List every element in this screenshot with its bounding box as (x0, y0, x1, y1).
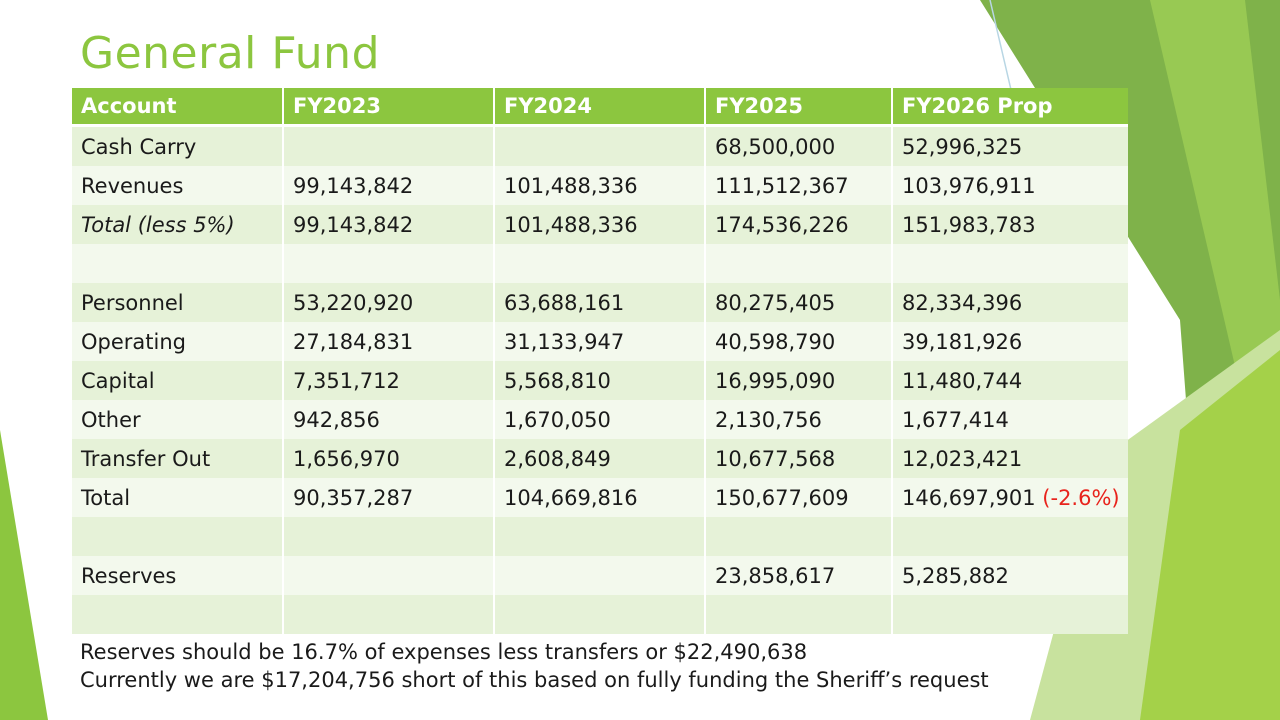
cell-fy2024 (494, 556, 705, 595)
cell-fy2024: 5,568,810 (494, 361, 705, 400)
cell-account (72, 595, 283, 634)
cell-fy2024 (494, 126, 705, 167)
cell-fy2025: 174,536,226 (705, 205, 892, 244)
table-row-personnel (72, 283, 1128, 322)
table-row-blank (72, 595, 1128, 634)
table-row-total (72, 478, 1128, 517)
cell-fy2026: 52,996,325 (892, 126, 1128, 167)
table-row-other (72, 400, 1128, 439)
cell-account: Other (72, 400, 283, 439)
cell-account: Transfer Out (72, 439, 283, 478)
cell-fy2023 (283, 244, 494, 283)
cell-fy2025: 23,858,617 (705, 556, 892, 595)
table-row-blank (72, 244, 1128, 283)
reserves-note-line-1: Reserves should be 16.7% of expenses less transfers or $22,490,638 (80, 640, 808, 664)
general-fund-table (72, 88, 1128, 634)
cell-account: Total (72, 478, 283, 517)
cell-fy2025: 150,677,609 (705, 478, 892, 517)
reserves-notes (80, 638, 989, 694)
cell-fy2026: 151,983,783 (892, 205, 1128, 244)
cell-fy2026: 12,023,421 (892, 439, 1128, 478)
cell-fy2023: 99,143,842 (283, 205, 494, 244)
cell-fy2024: 101,488,336 (494, 205, 705, 244)
cell-fy2024 (494, 244, 705, 283)
cell-fy2023: 942,856 (283, 400, 494, 439)
header-account: Account (72, 88, 283, 126)
cell-account: Revenues (72, 166, 283, 205)
cell-fy2024: 63,688,161 (494, 283, 705, 322)
cell-fy2024: 1,670,050 (494, 400, 705, 439)
cell-fy2025: 40,598,790 (705, 322, 892, 361)
cell-fy2025: 2,130,756 (705, 400, 892, 439)
cell-fy2023 (283, 595, 494, 634)
header-fy2023: FY2023 (283, 88, 494, 126)
table-row-revenues (72, 166, 1128, 205)
cell-account (72, 517, 283, 556)
cell-fy2026: 82,334,396 (892, 283, 1128, 322)
cell-fy2026: 103,976,911 (892, 166, 1128, 205)
cell-account: Personnel (72, 283, 283, 322)
cell-fy2023 (283, 126, 494, 167)
cell-fy2023: 53,220,920 (283, 283, 494, 322)
cell-fy2024: 2,608,849 (494, 439, 705, 478)
cell-account: Total (less 5%) (72, 205, 283, 244)
table-header-row (72, 88, 1128, 126)
cell-account: Reserves (72, 556, 283, 595)
percent-change-badge: (-2.6%) (1042, 485, 1120, 510)
table-row-reserves (72, 556, 1128, 595)
cell-fy2025 (705, 517, 892, 556)
cell-fy2026-value: 146,697,901 (902, 485, 1036, 510)
cell-fy2023: 90,357,287 (283, 478, 494, 517)
cell-fy2025: 80,275,405 (705, 283, 892, 322)
cell-fy2026: 39,181,926 (892, 322, 1128, 361)
cell-fy2025: 68,500,000 (705, 126, 892, 167)
cell-fy2026: 11,480,744 (892, 361, 1128, 400)
table-row-total-less-5 (72, 205, 1128, 244)
table-row-cash-carry (72, 126, 1128, 167)
slide-title: General Fund (80, 28, 380, 79)
cell-fy2026: 1,677,414 (892, 400, 1128, 439)
cell-account: Operating (72, 322, 283, 361)
table-row-blank (72, 517, 1128, 556)
cell-fy2023: 99,143,842 (283, 166, 494, 205)
header-fy2026-prop: FY2026 Prop (892, 88, 1128, 126)
header-fy2024: FY2024 (494, 88, 705, 126)
table-row-operating (72, 322, 1128, 361)
header-fy2025: FY2025 (705, 88, 892, 126)
cell-account: Capital (72, 361, 283, 400)
cell-fy2025 (705, 244, 892, 283)
table-row-capital (72, 361, 1128, 400)
table-row-transfer-out (72, 439, 1128, 478)
cell-fy2023 (283, 517, 494, 556)
cell-fy2026 (892, 478, 1128, 517)
cell-fy2023: 1,656,970 (283, 439, 494, 478)
cell-fy2026: 5,285,882 (892, 556, 1128, 595)
cell-fy2023 (283, 556, 494, 595)
cell-fy2024: 31,133,947 (494, 322, 705, 361)
cell-fy2025: 111,512,367 (705, 166, 892, 205)
cell-fy2026 (892, 517, 1128, 556)
cell-fy2025: 10,677,568 (705, 439, 892, 478)
cell-fy2024: 101,488,336 (494, 166, 705, 205)
cell-fy2025: 16,995,090 (705, 361, 892, 400)
reserves-note-line-2: Currently we are $17,204,756 short of this based on fully funding the Sheriff’s request (80, 668, 989, 692)
cell-fy2026 (892, 595, 1128, 634)
cell-fy2023: 7,351,712 (283, 361, 494, 400)
cell-fy2025 (705, 595, 892, 634)
left-green-shape (0, 430, 48, 720)
cell-fy2024: 104,669,816 (494, 478, 705, 517)
cell-fy2026 (892, 244, 1128, 283)
cell-account: Cash Carry (72, 126, 283, 167)
cell-fy2023: 27,184,831 (283, 322, 494, 361)
cell-fy2024 (494, 595, 705, 634)
cell-fy2024 (494, 517, 705, 556)
cell-account (72, 244, 283, 283)
